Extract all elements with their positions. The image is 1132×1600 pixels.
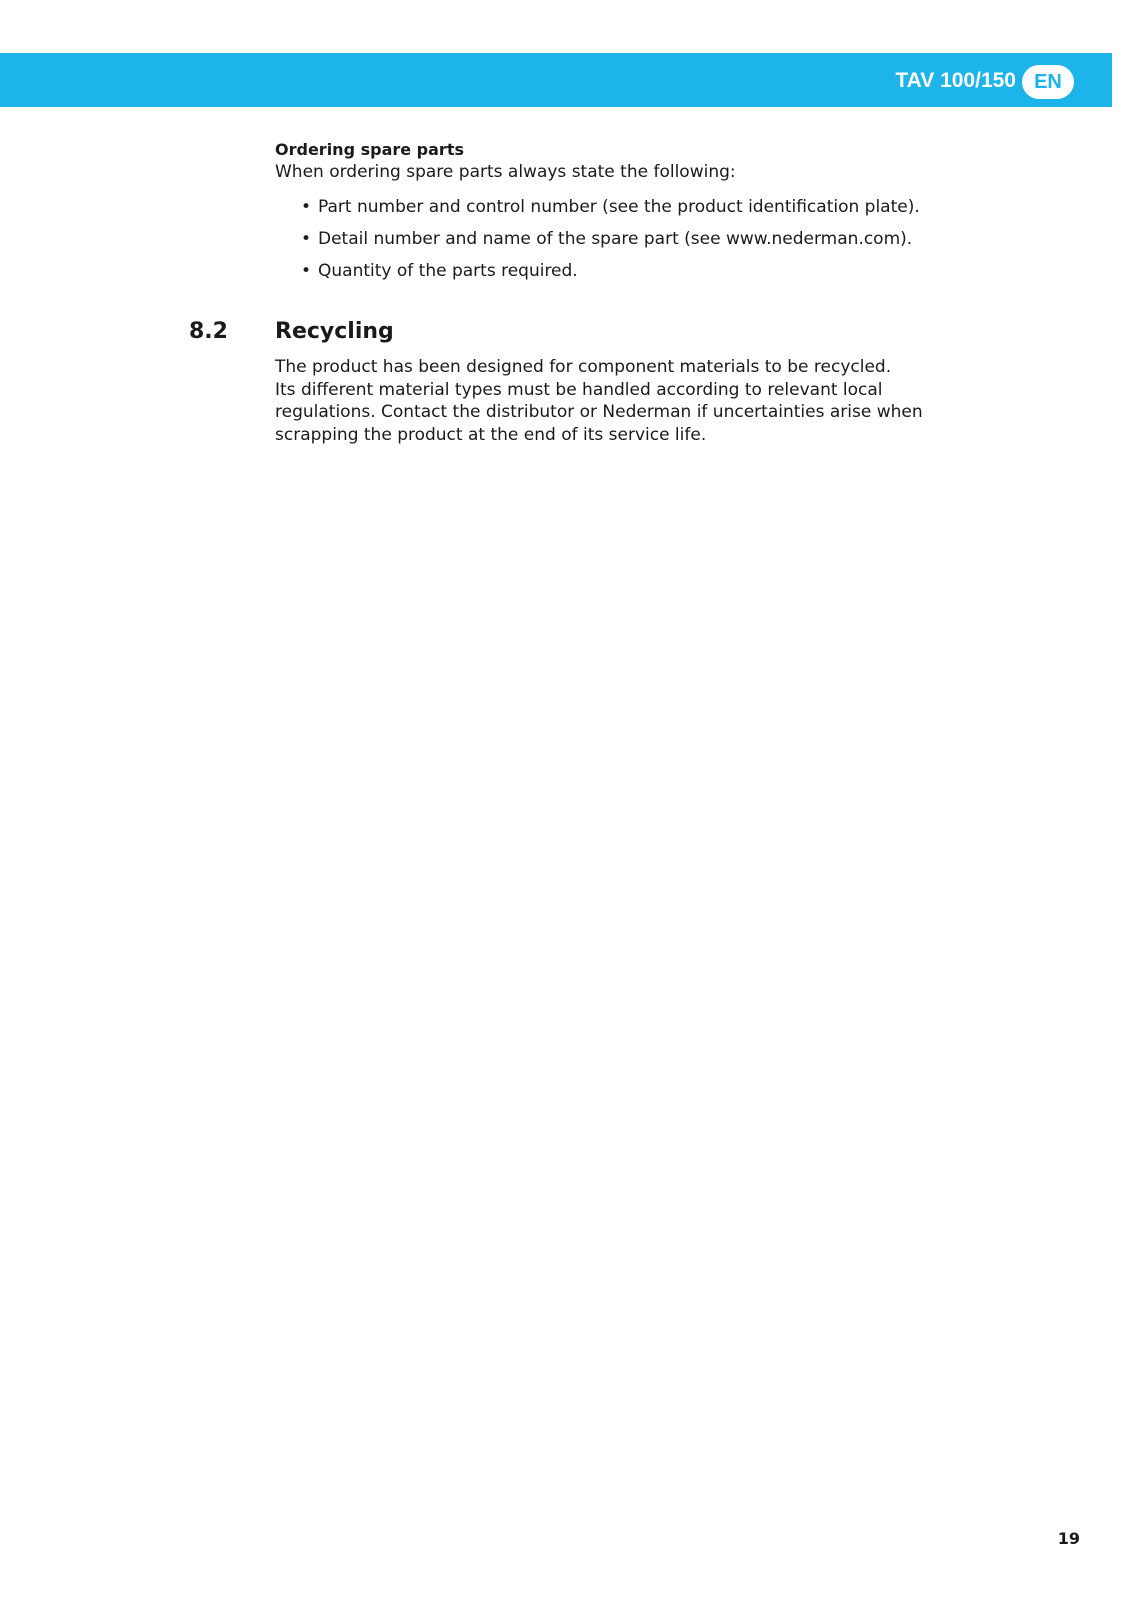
document-title: TAV 100/150 [895,69,1016,92]
page-number: 19 [1057,1529,1080,1548]
section-title: Recycling [275,319,394,344]
ordering-spare-parts-heading: Ordering spare parts [275,140,464,159]
recycling-body-text [275,356,923,446]
bullet-icon: • [301,261,312,281]
body-line: regulations. Contact the distributor or Nederman if uncertainties arise when [275,402,923,422]
language-badge: EN [1022,65,1074,99]
body-line: scrapping the product at the end of its service life. [275,424,707,445]
list-item [301,260,920,292]
list-item-text: Quantity of the parts required. [318,261,578,281]
ordering-bullet-list [301,196,920,292]
list-item-text: Detail number and name of the spare part (see www.nederman.com). [318,229,913,249]
list-item-text: Part number and control number (see the product identification plate). [318,197,920,217]
body-line: The product has been designed for component materials to be recycled. [275,357,892,377]
bullet-icon: • [301,197,312,217]
body-line: Its different material types must be handled according to relevant local [275,379,883,400]
ordering-intro-text: When ordering spare parts always state the following: [275,162,736,182]
section-number: 8.2 [189,319,228,344]
list-item [301,228,920,260]
list-item [301,196,920,228]
bullet-icon: • [301,229,312,249]
